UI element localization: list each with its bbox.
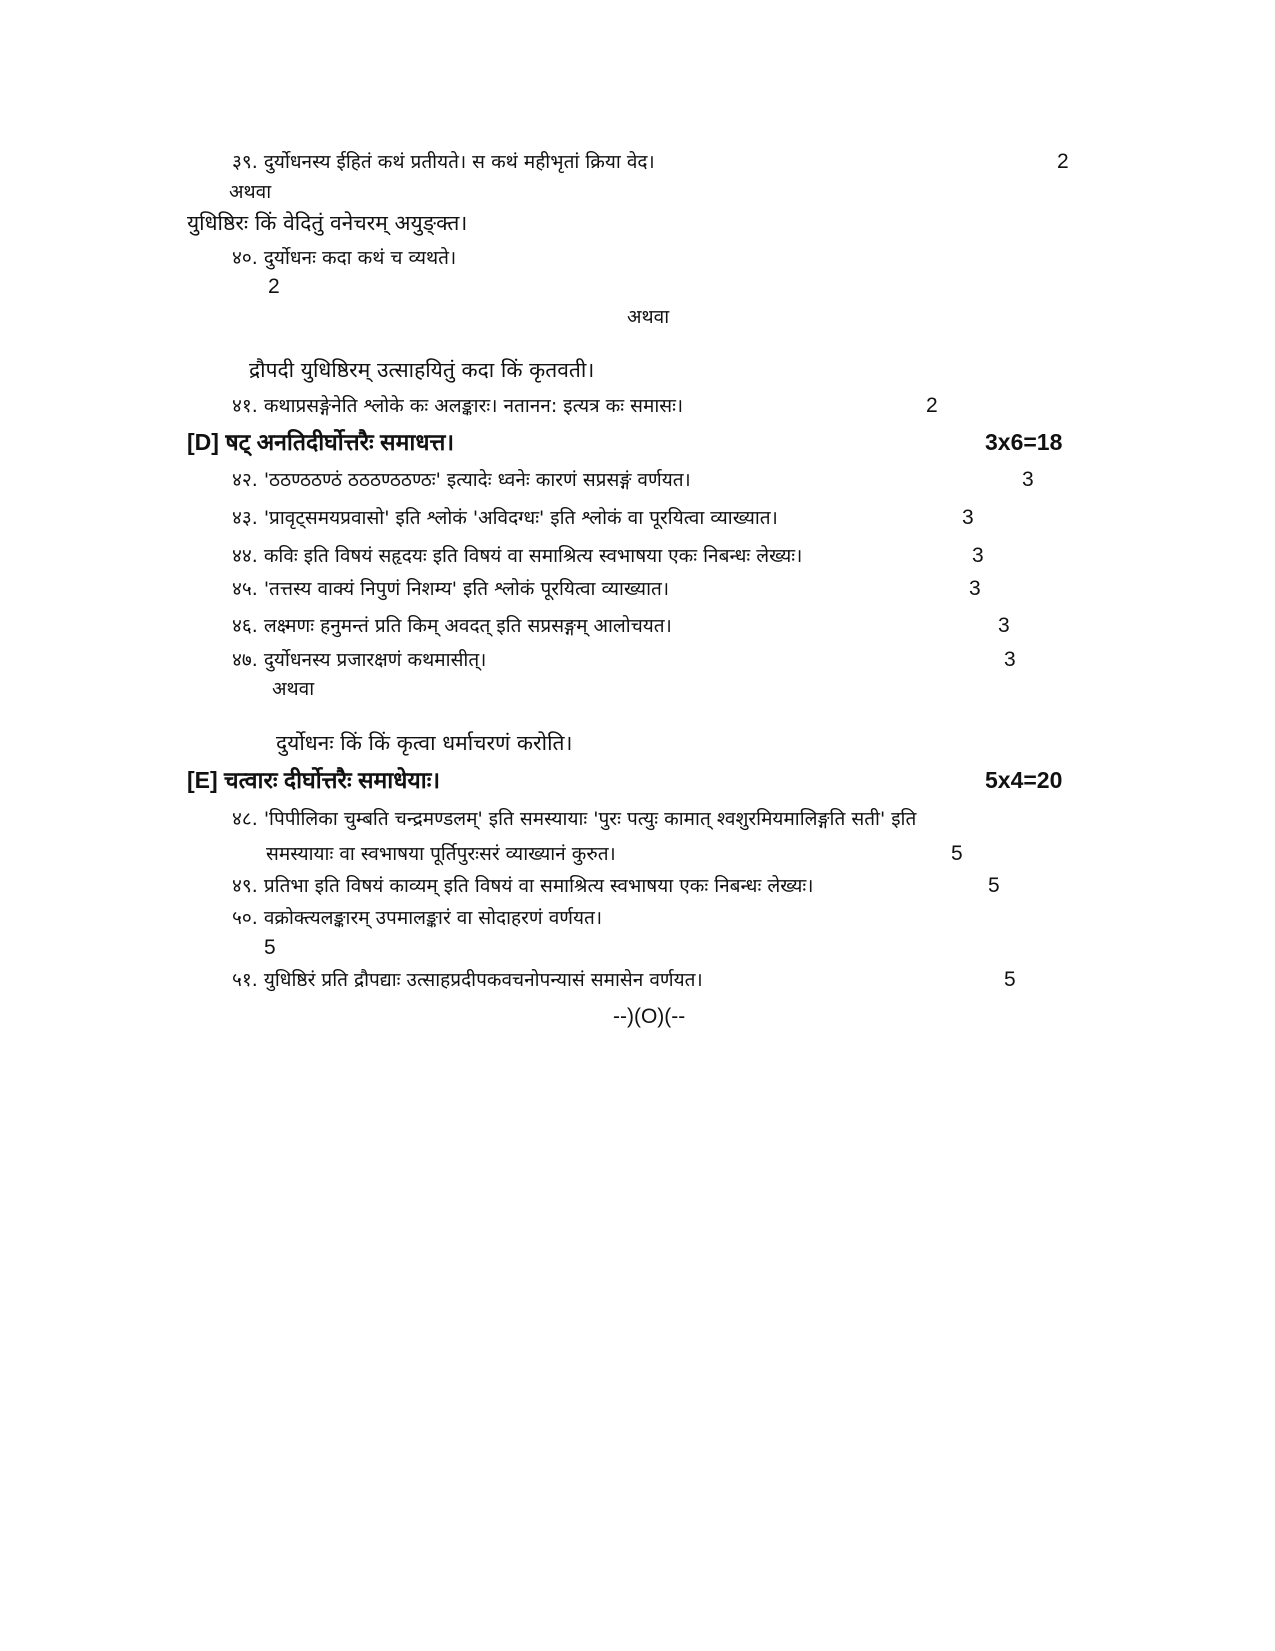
question-47-marks: 3 <box>1004 648 1016 671</box>
athava-label: अथवा <box>229 181 272 203</box>
question-43: ४३. 'प्रावृट्समयप्रवासो' इति श्लोकं 'अविदग्धः' इति श्लोकं वा पूरयित्वा व्याख्यात। <box>232 507 778 529</box>
question-48-line-1: ४८. 'पिपीलिका चुम्बति चन्द्रमण्डलम्' इति समस्यायाः 'पुरः पत्युः कामात् श्वशुरमियमालिङ्गति सती' इति <box>232 808 917 830</box>
question-47: ४७. दुर्योधनस्य प्रजारक्षणं कथमासीत्। <box>232 649 487 671</box>
question-50-marks: 5 <box>264 936 276 959</box>
question-43-marks: 3 <box>962 506 974 529</box>
section-d-marks: 3x6=18 <box>985 429 1063 455</box>
question-45: ४५. 'तत्तस्य वाक्यं निपुणं निशम्य' इति श्लोकं पूरयित्वा व्याख्यात। <box>232 578 670 600</box>
question-40-alternative: द्रौपदी युधिष्ठिरम् उत्साहयितुं कदा किं कृतवती। <box>249 358 595 382</box>
question-48-marks: 5 <box>951 842 963 865</box>
question-44: ४४. कविः इति विषयं सहृदयः इति विषयं वा समाश्रित्य स्वभाषया एकः निबन्धः लेख्यः। <box>232 545 803 567</box>
question-39-alternative: युधिष्ठिरः किं वेदितुं वनेचरम् अयुङ्क्त। <box>187 211 468 235</box>
question-44-marks: 3 <box>972 544 984 567</box>
question-48-line-2: समस्यायाः वा स्वभाषया पूर्तिपुरःसरं व्याख्यानं कुरुत। <box>266 843 616 865</box>
question-46-marks: 3 <box>998 614 1010 637</box>
question-49-marks: 5 <box>988 874 1000 897</box>
question-50: ५०. वक्रोक्त्यलङ्कारम् उपमालङ्कारं वा सोदाहरणं वर्णयत। <box>232 907 603 929</box>
section-d-heading: [D] षट् अनतिदीर्घोत्तरैः समाधत्त। <box>187 429 455 455</box>
question-40: ४०. दुर्योधनः कदा कथं च व्यथते। <box>232 247 457 269</box>
question-51: ५१. युधिष्ठिरं प्रति द्रौपद्याः उत्साहप्रदीपकवचनोपन्यासं समासेन वर्णयत। <box>232 969 703 991</box>
athava-label: अथवा <box>627 306 670 328</box>
end-marker: --)(O)(-- <box>613 1005 686 1028</box>
question-39: ३९. दुर्योधनस्य ईहितं कथं प्रतीयते। स कथं महीभृतां क्रिया वेद। <box>232 151 655 173</box>
question-42: ४२. 'ठठण्ठठण्ठं ठठठण्ठठण्ठः' इत्यादेः ध्वनेः कारणं सप्रसङ्गं वर्णयत। <box>232 469 691 491</box>
question-42-marks: 3 <box>1022 468 1034 491</box>
question-41: ४१. कथाप्रसङ्गेनेति श्लोके कः अलङ्कारः। नतानन: इत्यत्र कः समासः। <box>232 395 684 417</box>
question-49: ४९. प्रतिभा इति विषयं काव्यम् इति विषयं वा समाश्रित्य स्वभाषया एकः निबन्धः लेख्यः। <box>232 875 814 897</box>
question-39-marks: 2 <box>1057 150 1069 173</box>
section-e-marks: 5x4=20 <box>985 767 1063 793</box>
question-51-marks: 5 <box>1004 968 1016 991</box>
athava-label: अथवा <box>272 678 315 700</box>
question-40-marks: 2 <box>268 275 280 298</box>
question-45-marks: 3 <box>969 577 981 600</box>
section-e-heading: [E] चत्वारः दीर्घोत्तरैः समाधेयाः। <box>187 767 441 793</box>
question-41-marks: 2 <box>926 394 938 417</box>
question-47-alternative: दुर्योधनः किं किं कृत्वा धर्माचरणं करोति। <box>276 731 573 755</box>
question-46: ४६. लक्ष्मणः हनुमन्तं प्रति किम् अवदत् इति सप्रसङ्गम् आलोचयत। <box>232 615 672 637</box>
